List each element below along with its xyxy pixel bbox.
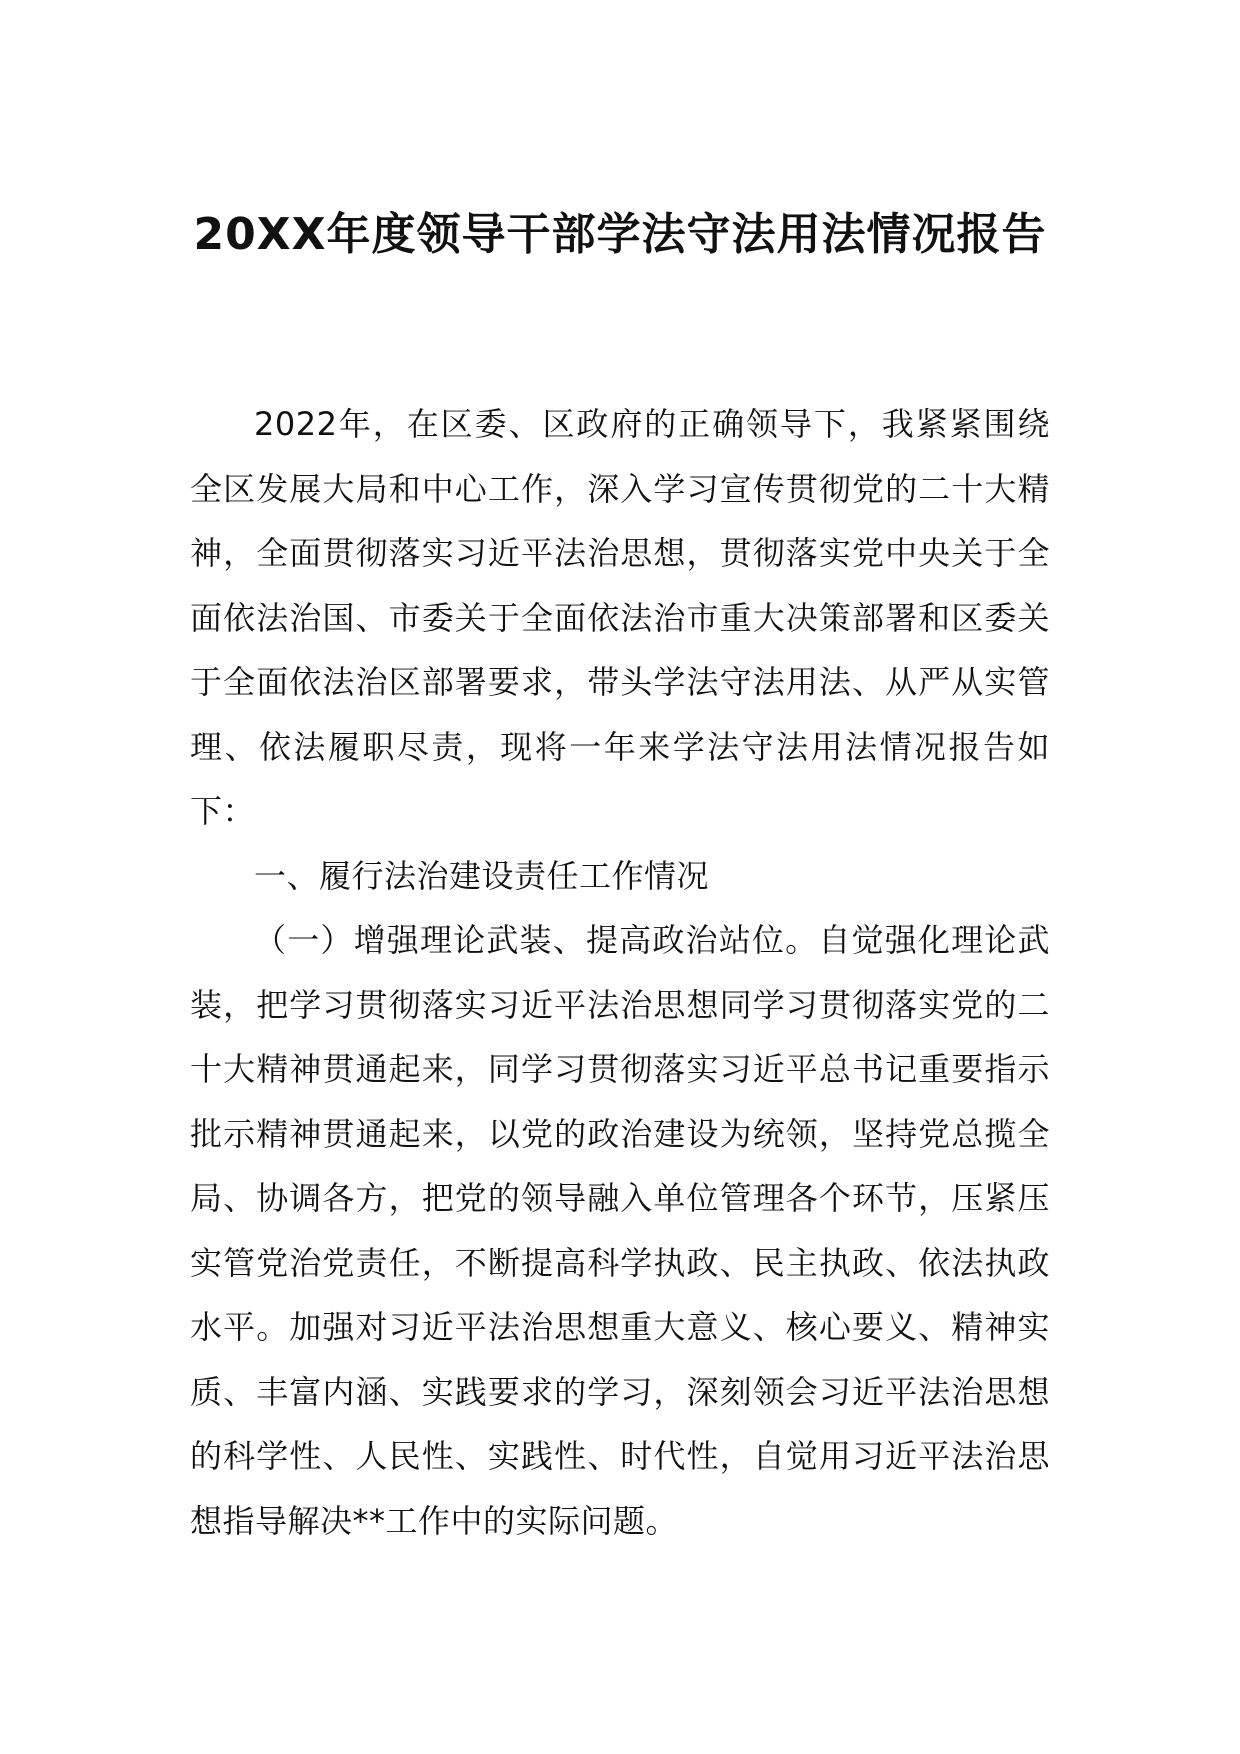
document-title: 20XX年度领导干部学法守法用法情况报告 xyxy=(193,209,1047,260)
paragraph-subsection-1: （一）增强理论武装、提高政治站位。自觉强化理论武装，把学习贯彻落实习近平法治思想同学习贯彻落实党的二十大精神贯通起来，同学习贯彻落实习近平总书记重要指示批示精神贯通起来，以党的政治建设为统领，坚持党总揽全局、协调各方，把党的领导融入单位管理各个环节，压紧压实管党治党责任，不断提高科学执政、民主执政、依法执政水平。加强对习近平法治思想重大意义、核心要义、精神实质、丰富内涵、实践要求的学习，深刻领会习近平法治思想的科学性、人民性、实践性、时代性，自觉用习近平法治思想指导解决**工作中的实际问题。 xyxy=(190,921,1050,1540)
document-body xyxy=(190,392,1050,1553)
section-heading-1: 一、履行法治建设责任工作情况 xyxy=(254,856,710,895)
paragraph-intro: 2022年，在区委、区政府的正确领导下，我紧紧围绕全区发展大局和中心工作，深入学习宣传贯彻党的二十大精神，全面贯彻落实习近平法治思想，贯彻落实党中央关于全面依法治国、市委关于全面依法治市重大决策部署和区委关于全面依法治区部署要求，带头学法守法用法、从严从实管理、依法履职尽责，现将一年来学法守法用法情况报告如下： xyxy=(190,405,1050,830)
